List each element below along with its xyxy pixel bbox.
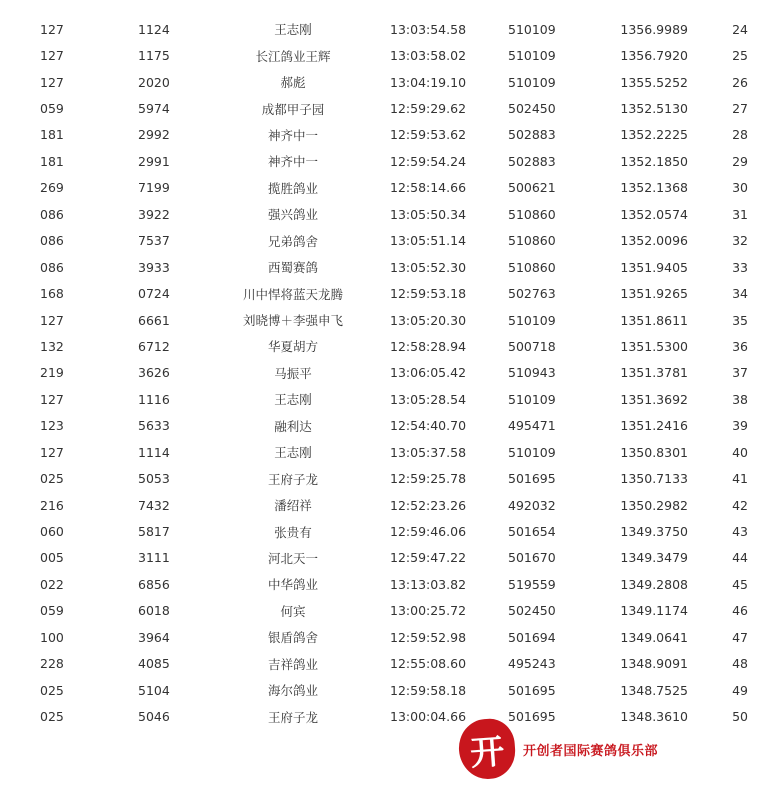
group-cell: 127: [40, 444, 64, 460]
owner-name-cell: 潘绍祥: [274, 498, 312, 514]
distance-cell: 500621: [508, 180, 556, 196]
rank-cell: 46: [732, 603, 748, 619]
speed-cell: 1351.3692: [620, 391, 688, 407]
speed-cell: 1348.3610: [620, 709, 688, 725]
arrival-time-cell: 12:59:25.78: [390, 471, 467, 487]
rank-cell: 50: [732, 709, 748, 725]
group-cell: 181: [40, 153, 64, 169]
distance-cell: 510109: [508, 391, 556, 407]
distance-cell: 510109: [508, 48, 556, 64]
speed-cell: 1356.7920: [620, 48, 688, 64]
rank-cell: 37: [732, 365, 748, 381]
group-cell: 086: [40, 206, 64, 222]
owner-name-cell: 成都甲子园: [261, 101, 325, 117]
distance-cell: 501695: [508, 471, 556, 487]
distance-cell: 500718: [508, 338, 556, 354]
speed-cell: 1356.9989: [620, 21, 688, 37]
owner-name-cell: 强兴鸽业: [267, 207, 318, 223]
distance-cell: 501695: [508, 709, 556, 725]
ring-number-cell: 5046: [138, 709, 170, 725]
ring-number-cell: 6856: [138, 576, 170, 592]
group-cell: 127: [40, 21, 64, 37]
speed-cell: 1351.9265: [620, 286, 688, 302]
owner-name-cell: 吉祥鸽业: [267, 656, 318, 672]
owner-name-cell: 郝彪: [280, 75, 306, 91]
ring-number-cell: 3933: [138, 259, 170, 275]
ring-number-cell: 1175: [138, 48, 170, 64]
arrival-time-cell: 13:13:03.82: [390, 576, 467, 592]
group-cell: 005: [40, 550, 64, 566]
arrival-time-cell: 12:59:47.22: [390, 550, 467, 566]
owner-name-cell: 王志刚: [274, 392, 312, 408]
table-row: [0, 439, 780, 465]
table-row: [0, 148, 780, 174]
speed-cell: 1350.2982: [620, 497, 688, 513]
table-row: [0, 175, 780, 201]
speed-cell: 1352.0574: [620, 206, 688, 222]
arrival-time-cell: 12:58:28.94: [390, 338, 467, 354]
group-cell: 216: [40, 497, 64, 513]
distance-cell: 510860: [508, 206, 556, 222]
arrival-time-cell: 12:59:54.24: [390, 153, 467, 169]
distance-cell: 495471: [508, 418, 556, 434]
speed-cell: 1352.1850: [620, 153, 688, 169]
rank-cell: 39: [732, 418, 748, 434]
arrival-time-cell: 13:03:58.02: [390, 48, 467, 64]
speed-cell: 1351.5300: [620, 338, 688, 354]
owner-name-cell: 王府子龙: [267, 471, 318, 487]
group-cell: 060: [40, 524, 64, 540]
distance-cell: 501670: [508, 550, 556, 566]
group-cell: 228: [40, 656, 64, 672]
ring-number-cell: 4085: [138, 656, 170, 672]
arrival-time-cell: 12:59:29.62: [390, 101, 467, 117]
rank-cell: 36: [732, 338, 748, 354]
ring-number-cell: 7199: [138, 180, 170, 196]
table-row: [0, 651, 780, 677]
distance-cell: 492032: [508, 497, 556, 513]
table-row: [0, 333, 780, 359]
ring-number-cell: 1116: [138, 391, 170, 407]
rank-cell: 43: [732, 524, 748, 540]
group-cell: 086: [40, 233, 64, 249]
speed-cell: 1350.7133: [620, 471, 688, 487]
ring-number-cell: 6661: [138, 312, 170, 328]
table-row: [0, 69, 780, 95]
owner-name-cell: 王志刚: [274, 445, 312, 461]
results-table: [0, 16, 780, 730]
rank-cell: 30: [732, 180, 748, 196]
table-row: [0, 307, 780, 333]
group-cell: 127: [40, 391, 64, 407]
table-row: [0, 386, 780, 412]
table-row: [0, 545, 780, 571]
speed-cell: 1352.1368: [620, 180, 688, 196]
distance-cell: 510109: [508, 74, 556, 90]
rank-cell: 49: [732, 682, 748, 698]
group-cell: 086: [40, 259, 64, 275]
table-row: [0, 122, 780, 148]
ring-number-cell: 6018: [138, 603, 170, 619]
distance-cell: 495243: [508, 656, 556, 672]
owner-name-cell: 长江鸽业王辉: [255, 48, 331, 64]
table-row: [0, 360, 780, 386]
distance-cell: 501695: [508, 682, 556, 698]
distance-cell: 519559: [508, 576, 556, 592]
owner-name-cell: 王志刚: [274, 22, 312, 38]
rank-cell: 27: [732, 101, 748, 117]
ring-number-cell: 7432: [138, 497, 170, 513]
ring-number-cell: 5053: [138, 471, 170, 487]
table-row: [0, 571, 780, 597]
results-table-body: [0, 16, 780, 730]
arrival-time-cell: 13:05:51.14: [390, 233, 467, 249]
arrival-time-cell: 12:55:08.60: [390, 656, 467, 672]
group-cell: 123: [40, 418, 64, 434]
group-cell: 127: [40, 74, 64, 90]
group-cell: 059: [40, 603, 64, 619]
ring-number-cell: 2992: [138, 127, 170, 143]
arrival-time-cell: 13:05:28.54: [390, 391, 467, 407]
owner-name-cell: 银盾鸽舍: [267, 630, 318, 646]
rank-cell: 31: [732, 206, 748, 222]
arrival-time-cell: 12:52:23.26: [390, 497, 467, 513]
group-cell: 025: [40, 682, 64, 698]
distance-cell: 510109: [508, 444, 556, 460]
group-cell: 022: [40, 576, 64, 592]
table-row: [0, 465, 780, 491]
owner-name-cell: 兄弟鸽舍: [267, 233, 318, 249]
table-row: [0, 228, 780, 254]
table-row: [0, 201, 780, 227]
owner-name-cell: 马振平: [274, 365, 312, 381]
ring-number-cell: 3626: [138, 365, 170, 381]
speed-cell: 1348.9091: [620, 656, 688, 672]
arrival-time-cell: 13:05:20.30: [390, 312, 467, 328]
ring-number-cell: 6712: [138, 338, 170, 354]
ring-number-cell: 3964: [138, 629, 170, 645]
group-cell: 127: [40, 48, 64, 64]
group-cell: 025: [40, 709, 64, 725]
distance-cell: 502450: [508, 101, 556, 117]
table-row: [0, 254, 780, 280]
group-cell: 059: [40, 101, 64, 117]
rank-cell: 35: [732, 312, 748, 328]
group-cell: 269: [40, 180, 64, 196]
distance-cell: 510109: [508, 312, 556, 328]
speed-cell: 1352.2225: [620, 127, 688, 143]
ring-number-cell: 3922: [138, 206, 170, 222]
ring-number-cell: 5104: [138, 682, 170, 698]
arrival-time-cell: 12:59:52.98: [390, 629, 467, 645]
owner-name-cell: 西蜀赛鸽: [267, 260, 318, 276]
distance-cell: 510860: [508, 259, 556, 275]
speed-cell: 1352.5130: [620, 101, 688, 117]
distance-cell: 510860: [508, 233, 556, 249]
arrival-time-cell: 13:04:19.10: [390, 74, 467, 90]
speed-cell: 1355.5252: [620, 74, 688, 90]
ring-number-cell: 5633: [138, 418, 170, 434]
rank-cell: 28: [732, 127, 748, 143]
owner-name-cell: 揽胜鸽业: [267, 180, 318, 196]
ring-number-cell: 1114: [138, 444, 170, 460]
rank-cell: 26: [732, 74, 748, 90]
group-cell: 168: [40, 286, 64, 302]
table-row: [0, 280, 780, 306]
table-row: [0, 492, 780, 518]
ring-number-cell: 7537: [138, 233, 170, 249]
speed-cell: 1348.7525: [620, 682, 688, 698]
group-cell: 132: [40, 338, 64, 354]
rank-cell: 33: [732, 259, 748, 275]
ring-number-cell: 2020: [138, 74, 170, 90]
owner-name-cell: 神齐中一: [267, 154, 318, 170]
speed-cell: 1349.3750: [620, 524, 688, 540]
distance-cell: 502883: [508, 153, 556, 169]
owner-name-cell: 川中悍将蓝天龙腾: [242, 286, 343, 302]
rank-cell: 25: [732, 48, 748, 64]
table-row: [0, 95, 780, 121]
table-row: [0, 518, 780, 544]
rank-cell: 38: [732, 391, 748, 407]
owner-name-cell: 张贵有: [274, 524, 312, 540]
group-cell: 127: [40, 312, 64, 328]
rank-cell: 47: [732, 629, 748, 645]
owner-name-cell: 海尔鸽业: [267, 683, 318, 699]
table-row: [0, 16, 780, 42]
arrival-time-cell: 13:03:54.58: [390, 21, 467, 37]
owner-name-cell: 何宾: [280, 603, 306, 619]
rank-cell: 29: [732, 153, 748, 169]
owner-name-cell: 河北天一: [267, 550, 318, 566]
ring-number-cell: 0724: [138, 286, 170, 302]
rank-cell: 40: [732, 444, 748, 460]
club-logo: [459, 719, 658, 779]
distance-cell: 510109: [508, 21, 556, 37]
arrival-time-cell: 13:00:04.66: [390, 709, 467, 725]
club-brand-name: 开创者国际赛鸽俱乐部: [522, 743, 658, 759]
speed-cell: 1351.9405: [620, 259, 688, 275]
speed-cell: 1349.2808: [620, 576, 688, 592]
distance-cell: 510943: [508, 365, 556, 381]
arrival-time-cell: 12:59:53.62: [390, 127, 467, 143]
table-row: [0, 42, 780, 68]
rank-cell: 32: [732, 233, 748, 249]
rank-cell: 34: [732, 286, 748, 302]
ring-number-cell: 5817: [138, 524, 170, 540]
distance-cell: 502450: [508, 603, 556, 619]
owner-name-cell: 刘晓博＋李强申飞: [242, 313, 343, 329]
arrival-time-cell: 13:00:25.72: [390, 603, 467, 619]
table-row: [0, 598, 780, 624]
speed-cell: 1349.3479: [620, 550, 688, 566]
group-cell: 181: [40, 127, 64, 143]
table-row: [0, 624, 780, 650]
distance-cell: 502883: [508, 127, 556, 143]
rank-cell: 48: [732, 656, 748, 672]
ring-number-cell: 1124: [138, 21, 170, 37]
speed-cell: 1350.8301: [620, 444, 688, 460]
rank-cell: 42: [732, 497, 748, 513]
table-row: [0, 677, 780, 703]
owner-name-cell: 神齐中一: [267, 127, 318, 143]
speed-cell: 1349.1174: [620, 603, 688, 619]
arrival-time-cell: 13:05:50.34: [390, 206, 467, 222]
distance-cell: 501694: [508, 629, 556, 645]
distance-cell: 502763: [508, 286, 556, 302]
speed-cell: 1351.8611: [620, 312, 688, 328]
arrival-time-cell: 13:05:37.58: [390, 444, 467, 460]
table-row: [0, 413, 780, 439]
ring-number-cell: 5974: [138, 101, 170, 117]
arrival-time-cell: 13:05:52.30: [390, 259, 467, 275]
distance-cell: 501654: [508, 524, 556, 540]
owner-name-cell: 王府子龙: [267, 709, 318, 725]
speed-cell: 1351.3781: [620, 365, 688, 381]
ring-number-cell: 2991: [138, 153, 170, 169]
rank-cell: 44: [732, 550, 748, 566]
speed-cell: 1351.2416: [620, 418, 688, 434]
rank-cell: 41: [732, 471, 748, 487]
owner-name-cell: 华夏胡方: [267, 339, 318, 355]
arrival-time-cell: 13:06:05.42: [390, 365, 467, 381]
speed-cell: 1349.0641: [620, 629, 688, 645]
speed-cell: 1352.0096: [620, 233, 688, 249]
owner-name-cell: 融利达: [274, 418, 312, 434]
table-row: [0, 703, 780, 729]
arrival-time-cell: 12:59:58.18: [390, 682, 467, 698]
arrival-time-cell: 12:59:46.06: [390, 524, 467, 540]
group-cell: 100: [40, 629, 64, 645]
ring-number-cell: 3111: [138, 550, 170, 566]
group-cell: 219: [40, 365, 64, 381]
arrival-time-cell: 12:58:14.66: [390, 180, 467, 196]
owner-name-cell: 中华鸽业: [267, 577, 318, 593]
rank-cell: 45: [732, 576, 748, 592]
group-cell: 025: [40, 471, 64, 487]
arrival-time-cell: 12:59:53.18: [390, 286, 467, 302]
seal-icon: 开: [457, 717, 517, 781]
rank-cell: 24: [732, 21, 748, 37]
arrival-time-cell: 12:54:40.70: [390, 418, 467, 434]
